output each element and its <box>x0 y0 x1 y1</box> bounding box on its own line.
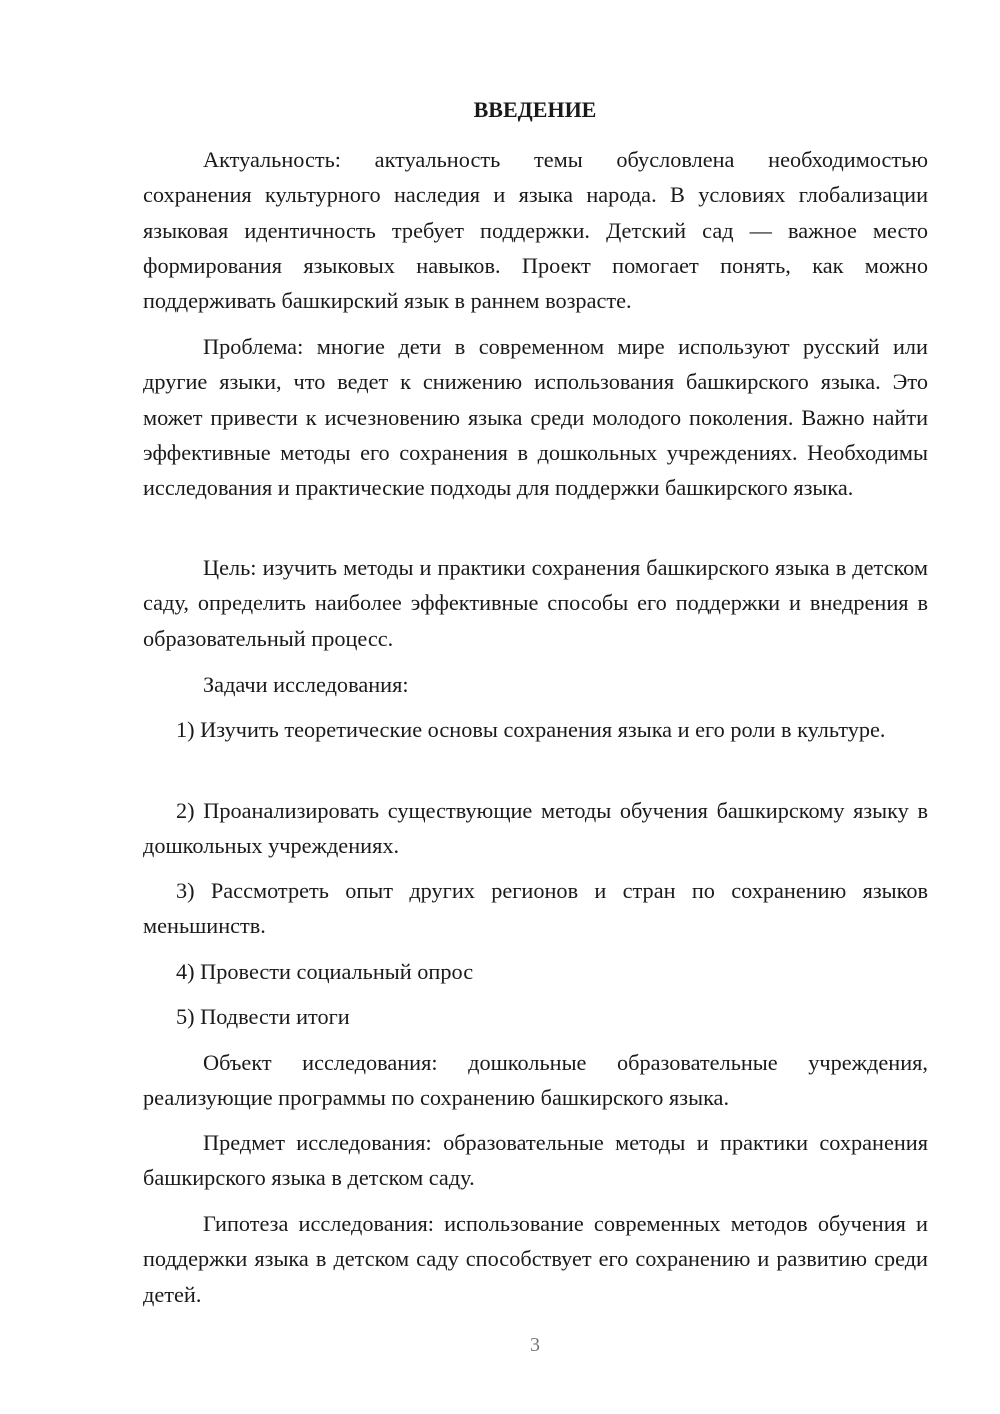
task-item-3: 3) Рассмотреть опыт других регионов и стран по сохранению языков меньшинств. <box>143 878 928 939</box>
paragraph-subject: Предмет исследования: образовательные методы и практики сохранения башкирского языка в детском саду. <box>143 1130 928 1191</box>
paragraph-relevance: Актуальность: актуальность темы обусловлена необходимостью сохранения культурного наследия и языка народа. В условиях глобализации языковая идентичность требует поддержки. Детский сад — важное место формирования языковых навыков. Проект помогает понять, как можно поддерживать башкирский язык в раннем возрасте. <box>143 147 928 314</box>
task-item-5: 5) Подвести итоги <box>176 1004 350 1029</box>
paragraph-problem: Проблема: многие дети в современном мире используют русский или другие языки, что ведет к снижению использования башкирского языка. Это может привести к исчезновению языка среди молодого поколения. Важно найти эффективные методы его сохранения в дошкольных учреждениях. Необходимы исследования и практические подходы для поддержки башкирского языка. <box>143 334 928 501</box>
tasks-title: Задачи исследования: <box>203 672 409 697</box>
page-title: ВВЕДЕНИЕ <box>473 97 597 122</box>
paragraph-object: Объект исследования: дошкольные образовательные учреждения, реализующие программы по сохранению башкирского языка. <box>143 1050 928 1111</box>
task-item-4: 4) Провести социальный опрос <box>176 959 474 984</box>
task-item-1: 1) Изучить теоретические основы сохранения языка и его роли в культуре. <box>176 717 886 742</box>
page-number: 3 <box>530 1334 540 1356</box>
task-item-2: 2) Проанализировать существующие методы обучения башкирскому языку в дошкольных учреждениях. <box>143 798 928 859</box>
paragraph-goal: Цель: изучить методы и практики сохранения башкирского языка в детском саду, определить наиболее эффективные способы его поддержки и внедрения в образовательный процесс. <box>143 555 928 651</box>
paragraph-hypothesis: Гипотеза исследования: использование современных методов обучения и поддержки языка в детском саду способствует его сохранению и развитию среди детей. <box>143 1211 928 1307</box>
